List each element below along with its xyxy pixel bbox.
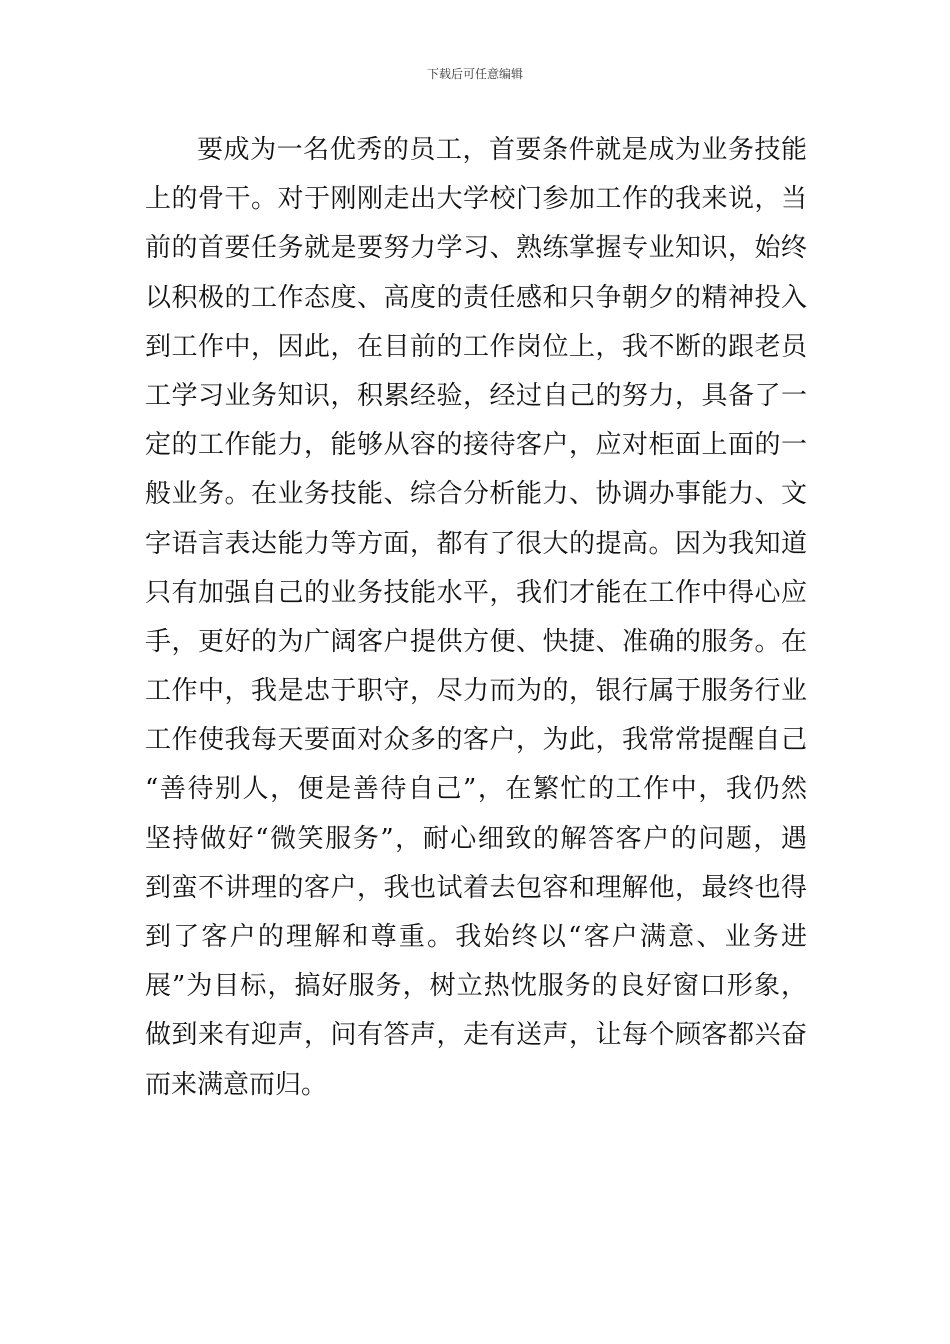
paragraph-line: 展”为目标，搞好服务，树立热忱服务的良好窗口形象，: [145, 971, 807, 1002]
paragraph-line: 工作中，我是忠于职守，尽力而为的，银行属于服务行业: [145, 676, 807, 707]
paragraph-line: 要成为一名优秀的员工，首要条件就是成为业务技能: [197, 135, 807, 165]
paragraph-line: 手，更好的为广阔客户提供方便、快捷、准确的服务。在: [145, 626, 807, 657]
paragraph-line: 而来满意而归。: [145, 1069, 328, 1100]
paragraph-line: 工作使我每天要面对众多的客户，为此，我常常提醒自己: [145, 725, 807, 756]
paragraph-line: 到工作中，因此，在目前的工作岗位上，我不断的跟老员: [145, 331, 807, 362]
paragraph-line: 工学习业务知识，积累经验，经过自己的努力，具备了一: [145, 380, 807, 411]
paragraph-line: 坚持做好“微笑服务”，耐心细致的解答客户的问题，遇: [145, 823, 807, 854]
page-header-note: 下载后可任意编辑: [426, 67, 523, 81]
paragraph-line: 以积极的工作态度、高度的责任感和只争朝夕的精神投入: [145, 282, 807, 313]
paragraph-line: 做到来有迎声，问有答声，走有送声，让每个顾客都兴奋: [145, 1020, 807, 1051]
paragraph-line: “善待别人，便是善待自己”，在繁忙的工作中，我仍然: [145, 774, 807, 805]
paragraph-line: 到蛮不讲理的客户，我也试着去包容和理解他，最终也得: [145, 872, 807, 903]
body-paragraph: [145, 126, 807, 1110]
paragraph-line: 到了客户的理解和尊重。我始终以“客户满意、业务进: [145, 922, 807, 952]
paragraph-line: 字语言表达能力等方面，都有了很大的提高。因为我知道: [145, 528, 807, 559]
paragraph-line: 前的首要任务就是要努力学习、熟练掌握专业知识，始终: [145, 233, 807, 264]
paragraph-line: 上的骨干。对于刚刚走出大学校门参加工作的我来说，当: [145, 184, 807, 215]
paragraph-line: 般业务。在业务技能、综合分析能力、协调办事能力、文: [145, 479, 807, 510]
paragraph-line: 只有加强自己的业务技能水平，我们才能在工作中得心应: [145, 577, 807, 608]
paragraph-line: 定的工作能力，能够从容的接待客户，应对柜面上面的一: [145, 430, 807, 461]
